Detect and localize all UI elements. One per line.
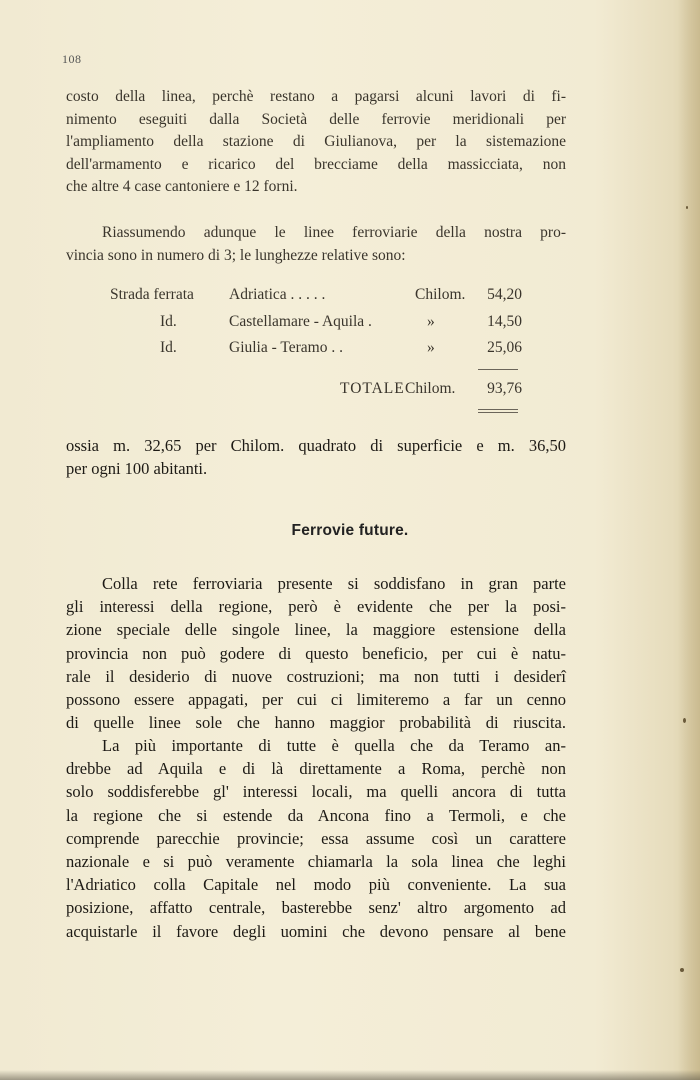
- total-unit: Chilom.: [405, 380, 456, 397]
- text-line: ossia m. 32,65 per Chilom. quadrato di superficie e m. 36,50: [66, 436, 566, 455]
- paper-speck: [680, 968, 684, 972]
- table-cell-km: 25,06: [487, 339, 522, 356]
- paper-speck: [686, 206, 688, 209]
- paragraph-teramo-rome: [66, 734, 566, 943]
- text-line: comprende parecchie provincie; essa assume così un carattere: [66, 828, 566, 848]
- text-line: l'ampliamento della stazione di Giulianova, per la sistemazione: [66, 133, 566, 151]
- table-cell-type: Strada ferrata: [110, 286, 194, 303]
- text-line: La più importante di tutte è quella che da Teramo an-: [102, 736, 566, 755]
- sum-rule: [478, 369, 518, 370]
- total-label: TOTALE: [340, 380, 405, 397]
- text-line: l'Adriatico colla Capitale nel modo più conveniente. La sua: [66, 875, 566, 895]
- table-cell-line: Adriatica . . . . .: [229, 286, 326, 303]
- text-line: solo soddisferebbe gl' interessi locali, ma quelli ancora di tutta: [66, 782, 566, 802]
- text-line: la regione che si estende da Ancona fino a Termoli, e che: [66, 805, 566, 825]
- table-cell-line: Giulia - Teramo . .: [229, 339, 343, 356]
- text-line: nazionale e si può veramente chiamarla la sola linea che leghi: [66, 852, 566, 872]
- text-line: zione speciale delle singole linee, la maggiore estensione della: [66, 620, 566, 640]
- text-line: acquistarle il favore degli uomini che devono pensare al bene: [66, 921, 566, 941]
- text-line: costo della linea, perchè restano a pagarsi alcuni lavori di fi-: [66, 88, 566, 105]
- section-heading: Ferrovie future.: [291, 522, 409, 539]
- text-line: vincia sono in numero di 3; le lunghezze relative sono:: [66, 246, 406, 264]
- page-bottom-edge: [0, 1070, 700, 1080]
- table-cell-unit: »: [427, 313, 435, 330]
- book-spine-shadow: [678, 0, 700, 1080]
- table-cell-km: 14,50: [487, 313, 522, 330]
- text-line: per ogni 100 abitanti.: [66, 459, 208, 479]
- double-rule-top: [478, 409, 518, 410]
- table-cell-type: Id.: [160, 313, 177, 330]
- table-cell-line: Castellamare - Aquila .: [229, 313, 372, 330]
- table-cell-unit: »: [427, 339, 435, 356]
- text-line: di quelle linee sole che hanno maggior probabilità di riuscita.: [66, 713, 566, 733]
- text-line: dell'armamento e ricarico del brecciame della massicciata, non: [66, 155, 566, 173]
- paragraph-network: [66, 572, 566, 734]
- paper-speck: [683, 718, 686, 723]
- text-line: che altre 4 case cantoniere e 12 forni.: [66, 178, 298, 196]
- text-line: possono essere appagati, per cui ci limiteremo a far un cenno: [66, 690, 566, 710]
- paragraph-summary: [66, 222, 566, 267]
- table-cell-unit: Chilom.: [415, 286, 466, 303]
- paragraph-density: [66, 434, 566, 480]
- table-cell-km: 54,20: [487, 286, 522, 303]
- total-value: 93,76: [487, 380, 522, 397]
- text-line: posizione, affatto centrale, basterebbe senz' altro argomento ad: [66, 898, 566, 918]
- page-number: 108: [62, 52, 82, 66]
- text-line: rale il desiderio di nuove costruzioni; ma non tutti i desiderî: [66, 666, 566, 686]
- text-line: gli interessi della regione, però è evidente che per la posi-: [66, 597, 566, 617]
- text-line: nimento eseguiti dalla Società delle ferrovie meridionali per: [66, 110, 566, 128]
- text-line: provincia non può godere di questo beneficio, per cui è natu-: [66, 643, 566, 663]
- text-line: drebbe ad Aquila e di là direttamente a Roma, perchè non: [66, 759, 566, 779]
- text-line: Riassumendo adunque le linee ferroviarie della nostra pro-: [102, 224, 566, 241]
- table-cell-type: Id.: [160, 339, 177, 356]
- double-rule-bottom: [478, 412, 518, 413]
- paragraph-continuation: [66, 86, 566, 199]
- text-line: Colla rete ferroviaria presente si soddisfano in gran parte: [102, 574, 566, 593]
